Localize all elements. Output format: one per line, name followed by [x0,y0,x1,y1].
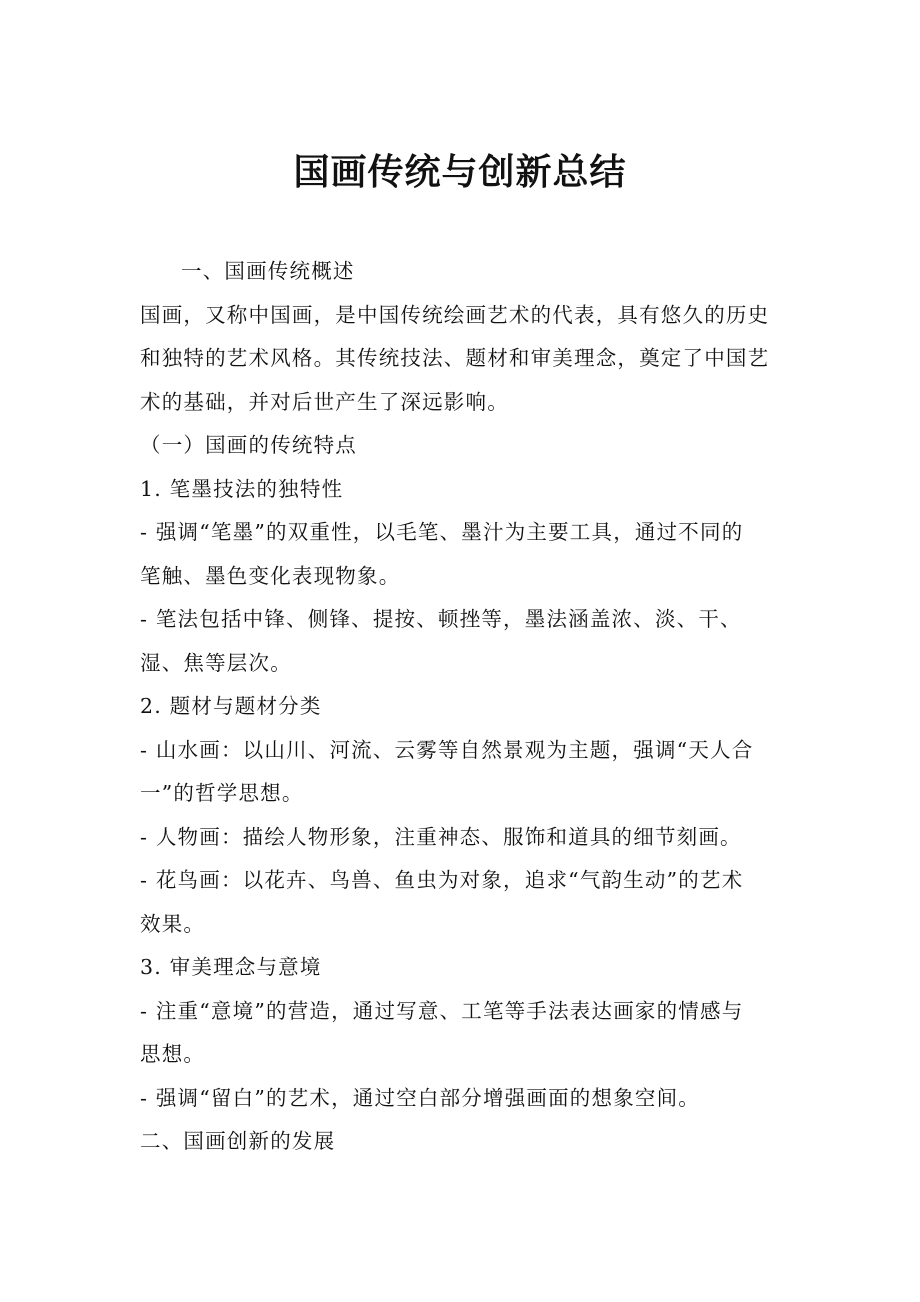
list-item-line: - 山水画：以山川、河流、云雾等自然景观为主题，强调“天人合 [140,737,754,762]
list-item-line: - 人物画：描绘人物形象，注重神态、服饰和道具的细节刻画。 [140,824,742,849]
list-item-line: 一”的哲学思想。 [140,781,304,805]
paragraph-line: 术的基础，并对后世产生了深远影响。 [140,389,509,414]
section-heading: 二、国画创新的发展 [140,1129,336,1153]
list-item-line: 效果。 [140,911,206,936]
page-title: 国画传统与创新总结 [293,152,627,193]
list-item-line: 思想。 [140,1042,206,1066]
numbered-heading: 2. 题材与题材分类 [140,694,322,718]
list-item-line: - 强调“笔墨”的双重性，以毛笔、墨汁为主要工具，通过不同的 [140,520,744,544]
list-item-line: - 强调“留白”的艺术，通过空白部分增强画面的想象空间。 [140,1085,701,1110]
section-heading: 一、国画传统概述 [181,259,355,283]
subsection-heading: （一）国画的传统特点 [140,433,357,457]
list-item-line: 湿、焦等层次。 [140,650,292,675]
paragraph-line: 国画，又称中国画，是中国传统绘画艺术的代表，具有悠久的历史 [140,302,770,327]
list-item-line: - 注重“意境”的营造，通过写意、工笔等手法表达画家的情感与 [140,998,744,1023]
document-body [140,250,770,1164]
list-item-line: - 花鸟画：以花卉、鸟兽、鱼虫为对象，追求“气韵生动”的艺术 [140,868,744,892]
list-item-line: - 笔法包括中锋、侧锋、提按、顿挫等，墨法涵盖浓、淡、干、 [140,607,742,631]
numbered-heading: 3. 审美理念与意境 [140,955,322,979]
list-item-line: 笔触、墨色变化表现物象。 [140,563,401,588]
paragraph-line: 和独特的艺术风格。其传统技法、题材和审美理念，奠定了中国艺 [140,346,770,370]
numbered-heading: 1. 笔墨技法的独特性 [140,476,344,501]
